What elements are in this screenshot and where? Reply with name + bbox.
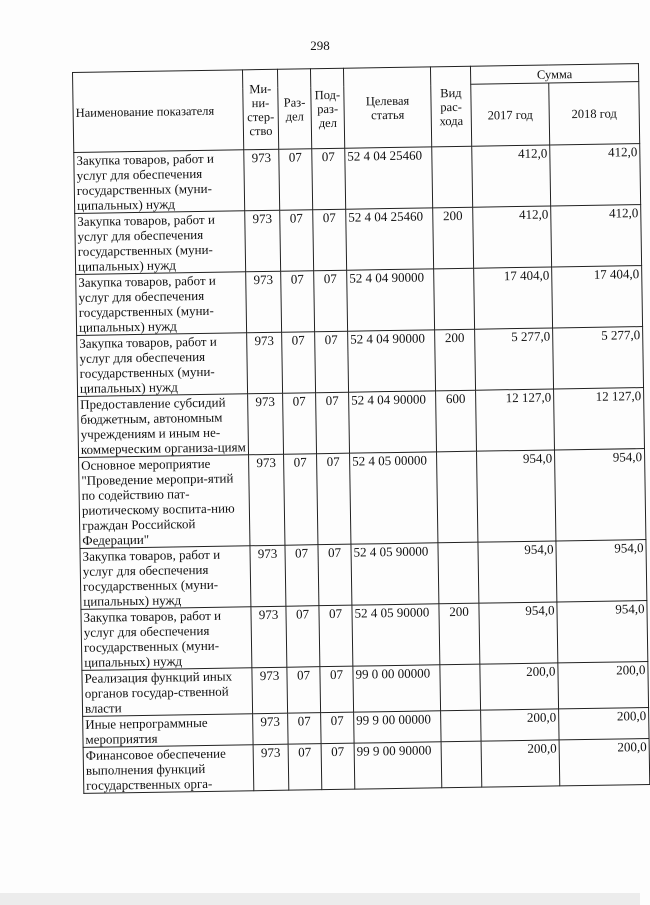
- cell-section: 07: [280, 210, 314, 272]
- cell-expense-type: [432, 146, 473, 208]
- cell-expense-type: [441, 710, 481, 742]
- cell-sum-2018: 200,0: [559, 739, 650, 786]
- cell-ministry: 973: [248, 393, 284, 455]
- cell-expense-type: 600: [436, 390, 477, 452]
- cell-name: Реализация функций иных органов государ-ственной власти: [82, 668, 253, 717]
- cell-ministry: 973: [253, 713, 288, 745]
- header-sum: Сумма: [470, 64, 638, 85]
- cell-sum-2018: 5 277,0: [553, 327, 644, 389]
- cell-target: 99 9 00 00000: [354, 711, 441, 743]
- cell-name: Закупка товаров, работ и услуг для обеспечения государственных (муни-ципальных) нужд: [80, 546, 251, 610]
- cell-target: 52 4 04 90000: [347, 269, 435, 331]
- cell-expense-type: 200: [439, 603, 480, 665]
- table-row: [83, 739, 650, 794]
- cell-sum-2017: 17 404,0: [474, 267, 553, 329]
- cell-expense-type: [440, 664, 481, 711]
- cell-section: 07: [281, 271, 315, 333]
- cell-target: 52 4 05 00000: [350, 452, 438, 544]
- cell-section: 07: [286, 606, 320, 668]
- header-name: Наименование показателя: [73, 70, 244, 153]
- cell-expense-type: [438, 542, 479, 604]
- cell-sum-2018: 200,0: [559, 708, 649, 740]
- cell-subsection: 07: [321, 743, 355, 790]
- cell-ministry: 973: [245, 210, 281, 272]
- header-section: Раз- дел: [277, 69, 311, 150]
- budget-table-body: [74, 144, 650, 794]
- cell-sum-2018: 954,0: [556, 540, 647, 602]
- cell-target: 52 4 04 90000: [348, 330, 436, 392]
- table-row: [77, 327, 644, 397]
- cell-name: Закупка товаров, работ и услуг для обеспечения государственных (муни-ципальных) нужд: [76, 272, 247, 336]
- cell-name: Закупка товаров, работ и услуг для обеспечения государственных (муни-ципальных) нужд: [75, 211, 246, 275]
- budget-table: [72, 63, 650, 794]
- cell-name: Финансовое обеспечение выполнения функций государственных орга-: [83, 745, 254, 794]
- cell-section: 07: [284, 454, 318, 546]
- cell-sum-2018: 954,0: [557, 601, 648, 663]
- cell-section: 07: [283, 393, 317, 455]
- cell-expense-type: 200: [435, 329, 476, 391]
- cell-target: 52 4 04 90000: [349, 391, 437, 453]
- cell-sum-2017: 200,0: [481, 709, 559, 741]
- header-target: Целевая статья: [343, 67, 431, 148]
- cell-name: Иные непрограммные мероприятия: [83, 714, 253, 748]
- cell-ministry: 973: [251, 606, 287, 668]
- table-row: [74, 144, 641, 214]
- header-subsection: Под- раз- дел: [310, 68, 344, 149]
- cell-sum-2018: 954,0: [554, 449, 645, 541]
- cell-name: Закупка товаров, работ и услуг для обеспечения государственных (муни-ципальных) нужд: [77, 333, 248, 397]
- cell-sum-2017: 954,0: [478, 541, 557, 603]
- cell-target: 99 9 00 90000: [354, 742, 442, 789]
- cell-sum-2017: 200,0: [480, 663, 559, 710]
- cell-ministry: 973: [250, 545, 286, 607]
- cell-ministry: 973: [246, 271, 282, 333]
- cell-subsection: 07: [317, 453, 351, 545]
- cell-target: 52 4 05 90000: [351, 543, 439, 605]
- header-year-2018: 2018 год: [549, 82, 640, 145]
- cell-subsection: 07: [320, 666, 354, 713]
- cell-sum-2018: 412,0: [550, 144, 641, 206]
- cell-sum-2017: 12 127,0: [476, 389, 555, 451]
- header-ministry: Ми- ни- стер- ство: [242, 69, 278, 150]
- cell-name: Предоставление субсидий бюджетным, автономным учреждениям и иным не-коммерческим организа-циям: [78, 394, 249, 458]
- page-number: 298: [310, 38, 330, 53]
- cell-sum-2017: 412,0: [472, 145, 551, 207]
- cell-sum-2017: 954,0: [479, 602, 558, 664]
- cell-sum-2017: 954,0: [477, 450, 556, 542]
- cell-section: 07: [288, 713, 321, 745]
- budget-table-container: [72, 66, 647, 794]
- cell-ministry: 973: [249, 454, 285, 546]
- cell-section: 07: [279, 149, 313, 211]
- header-expense-type: Вид рас- хода: [430, 66, 471, 147]
- cell-subsection: 07: [315, 331, 349, 393]
- cell-section: 07: [288, 744, 322, 791]
- cell-expense-type: 200: [433, 207, 474, 269]
- cell-name: Закупка товаров, работ и услуг для обеспечения государственных (муни-ципальных) нужд: [74, 150, 245, 214]
- cell-ministry: 973: [253, 744, 289, 791]
- cell-subsection: 07: [314, 270, 348, 332]
- cell-section: 07: [282, 332, 316, 394]
- cell-name: Основное мероприятие "Проведение меропри-ятий по содействию пат-риотическому воспита-нию граждан Российской Федерации": [79, 455, 250, 549]
- table-row: [75, 205, 642, 275]
- cell-sum-2018: 200,0: [558, 662, 649, 709]
- cell-ministry: 973: [247, 332, 283, 394]
- cell-subsection: 07: [319, 605, 353, 667]
- cell-sum-2017: 412,0: [473, 206, 552, 268]
- cell-target: 52 4 05 90000: [352, 604, 440, 666]
- cell-ministry: 973: [244, 149, 280, 211]
- cell-subsection: 07: [321, 712, 354, 744]
- table-row: [76, 266, 643, 336]
- cell-subsection: 07: [318, 544, 352, 606]
- cell-sum-2018: 12 127,0: [554, 388, 645, 450]
- cell-target: 99 0 00 00000: [353, 665, 441, 712]
- cell-subsection: 07: [316, 392, 350, 454]
- cell-section: 07: [287, 667, 321, 714]
- table-row: [79, 449, 646, 549]
- cell-sum-2017: 5 277,0: [475, 328, 554, 390]
- cell-expense-type: [437, 451, 478, 543]
- cell-subsection: 07: [312, 148, 346, 210]
- cell-name: Закупка товаров, работ и услуг для обеспечения государственных (муни-ципальных) нужд: [81, 607, 252, 671]
- cell-target: 52 4 04 25460: [346, 208, 434, 270]
- cell-sum-2017: 200,0: [481, 740, 560, 787]
- cell-ministry: 973: [252, 667, 288, 714]
- table-row: [80, 540, 647, 610]
- cell-sum-2018: 412,0: [551, 205, 642, 267]
- cell-sum-2018: 17 404,0: [552, 266, 643, 328]
- cell-expense-type: [434, 268, 475, 330]
- cell-section: 07: [285, 545, 319, 607]
- cell-target: 52 4 04 25460: [345, 147, 433, 209]
- table-row: [81, 601, 648, 671]
- cell-subsection: 07: [313, 209, 347, 271]
- page-bottom-edge: [0, 893, 640, 905]
- table-row: [78, 388, 645, 458]
- header-year-2017: 2017 год: [471, 83, 550, 146]
- cell-expense-type: [441, 741, 482, 788]
